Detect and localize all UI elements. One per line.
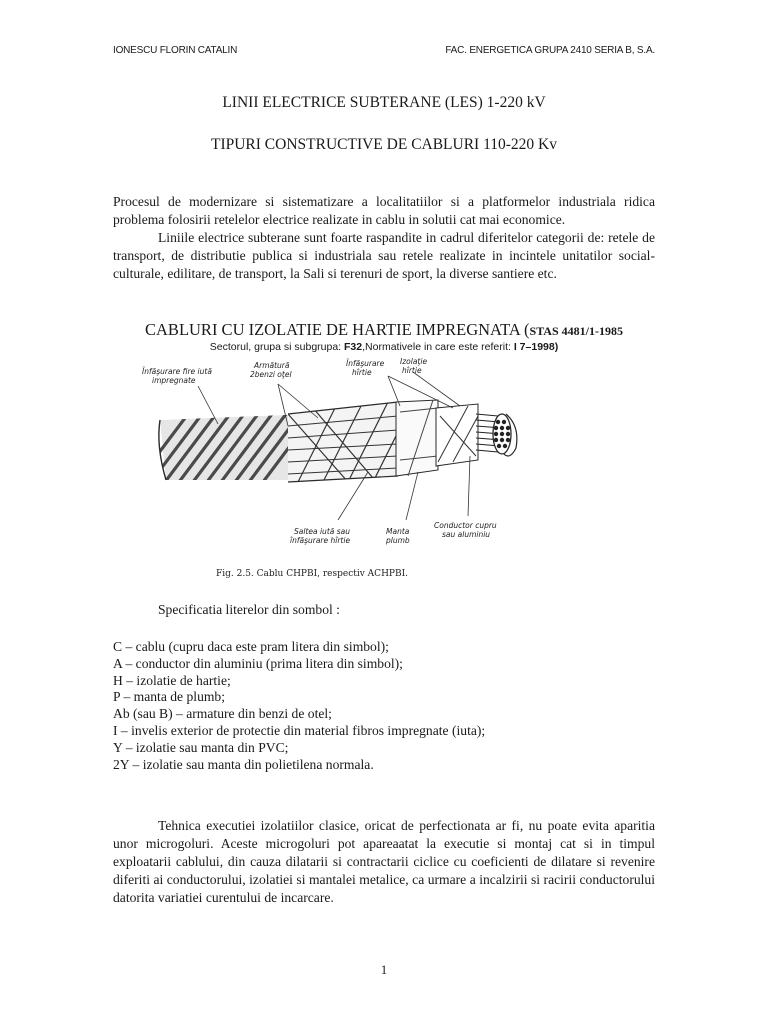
section-subheading xyxy=(0,341,768,353)
label-paper-wrap: Înfăşurare xyxy=(346,359,385,368)
label-conductor: Conductor cupru xyxy=(434,521,497,530)
list-item: A – conductor din aluminiu (prima litera din simbol); xyxy=(113,655,403,671)
label-sheath-2: plumb xyxy=(386,536,410,545)
header-author: IONESCU FLORIN CATALIN xyxy=(113,45,238,56)
label-armor: Armătură xyxy=(254,361,290,370)
page-number: 1 xyxy=(380,962,388,977)
document-subtitle: TIPURI CONSTRUCTIVE DE CABLURI 110-220 Kv xyxy=(210,136,558,153)
label-outer-jute-2: impregnate xyxy=(152,376,196,385)
label-bedding: Saltea iută sau xyxy=(294,527,350,536)
intro-paragraph-1: Procesul de modernizare si sistematizare a localitatiilor si a platformelor industriala ridica problema folosirii retelelor electrice realizate in cablu in solutii cat mai economice. xyxy=(113,194,655,227)
list-item: Ab (sau B) – armature din benzi de otel; xyxy=(113,706,332,722)
list-item: 2Y – izolatie sau manta din polietilena normala. xyxy=(113,756,374,772)
label-paper-wrap-2: hîrtie xyxy=(352,368,372,377)
section-sub-mid: ,Normativele in care este referit: xyxy=(362,341,514,353)
section-sub-prefix: Sectorul, grupa si subgrupa: xyxy=(209,341,345,353)
section-heading xyxy=(0,320,768,340)
label-outer-jute: Înfăşurare fire iută xyxy=(142,367,212,376)
document-title: LINII ELECTRICE SUBTERANE (LES) 1-220 kV xyxy=(222,94,546,111)
section-heading-text: CABLURI CU IZOLATIE DE HARTIE IMPREGNATA ( xyxy=(145,320,530,339)
label-bedding-2: înfăşurare hîrtie xyxy=(290,536,351,545)
spec-intro: Specificatia literelor din sombol : xyxy=(158,602,340,617)
section-standard: STAS 4481/1-1985 xyxy=(529,324,623,338)
section-sub-code: F32 xyxy=(344,341,363,353)
armor-tape-layer xyxy=(288,402,413,482)
list-item: I – invelis exterior de protectie din material fibros impregnate (iuta); xyxy=(113,722,486,738)
header-affiliation: FAC. ENERGETICA GRUPA 2410 SERIA B, S.A. xyxy=(445,45,655,56)
list-item: H – izolatie de hartie; xyxy=(113,672,231,688)
label-sheath: Manta xyxy=(386,527,410,536)
list-item: P – manta de plumb; xyxy=(113,689,226,705)
intro-paragraph-2: Liniile electrice subterane sunt foarte raspandite in cadrul diferitelor categorii de: retele de transport, de distributie publica si industriala sau retele realizate in incintele unitatilor social-culturale, edilitare, de transport, la Sali si terenuri de sport, la diverse santiere etc. xyxy=(113,230,655,281)
cable-cross-section-figure xyxy=(138,356,523,586)
list-item: C – cablu (cupru daca este pram litera din simbol); xyxy=(113,639,389,654)
intro-paragraphs xyxy=(113,193,655,283)
label-paper-insulation-2: hîrtie xyxy=(402,366,422,375)
label-conductor-2: sau aluminiu xyxy=(442,530,491,539)
label-armor-2: 2benzi oţel xyxy=(250,370,292,379)
figure-caption: Fig. 2.5. Cablu CHPBI, respectiv ACHPBI. xyxy=(216,569,409,579)
closing-paragraph: Tehnica executiei izolatiilor clasice, oricat de perfectionata ar fi, nu poate evita aparitia unor microgoluri. Aceste microgoluri pot apareaatat la executie si montaj cat si in timpul exploatarii cablului, din cauza dilatarii si contractarii ciclice cu coeficienti de dilatare si revenire diferiti ai conductorului, izolatiei si mantalei metalice, ca urmare a incalzirii si racirii conductorului datorita variatiei curentului de incarcare. xyxy=(113,818,655,905)
section-sub-ref: I 7–1998) xyxy=(513,341,559,353)
label-paper-insulation: Izolaţie xyxy=(400,357,428,366)
spec-list xyxy=(113,639,485,773)
list-item: Y – izolatie sau manta din PVC; xyxy=(113,739,289,755)
